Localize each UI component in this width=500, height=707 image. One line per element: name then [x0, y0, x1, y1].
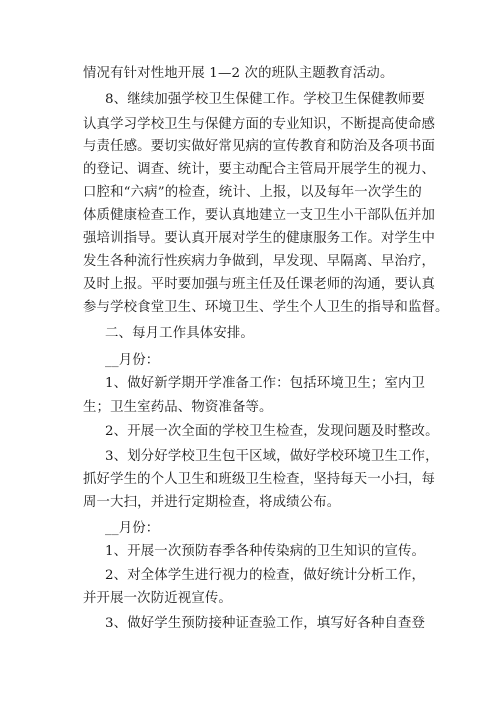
- paragraph-start-line: 8、继续加强学校卫生保健工作。学校卫生保健教师要: [105, 92, 426, 107]
- section-heading: 二、每月工作具体安排。: [105, 326, 254, 341]
- text-line: 强培训指导。要认真开展对学生的健康服务工作。对学生中: [83, 231, 436, 246]
- list-item: 2、对全体学生进行视力的检查，做好统计分析工作，: [105, 568, 426, 583]
- text-line: 参与学校食堂卫生、环境卫生、学生个人卫生的指导和监督。: [83, 300, 449, 315]
- month-heading: __月份：: [105, 353, 160, 368]
- list-item: 1、开展一次预防春季各种传染病的卫生知识的宣传。: [105, 544, 426, 559]
- list-item: 3、做好学生预防接种证查验工作，填写好各种自查登: [105, 616, 426, 631]
- text-line: 发生各种流行性疾病力争做到，早发现、早隔离、早治疗，: [83, 254, 436, 269]
- text-line: 与责任感。要切实做好常见病的宣传教育和防治及各项书面: [83, 139, 436, 154]
- text-line: 生；卫生室药品、物资准备等。: [83, 400, 273, 415]
- text-line: 情况有针对性地开展 1—2 次的班队主题教育活动。: [83, 66, 394, 81]
- list-item: 1、做好新学期开学准备工作：包括环境卫生；室内卫: [105, 376, 426, 391]
- text-line: 口腔和“六病”的检查，统计、上报，以及每年一次学生的: [83, 185, 422, 200]
- text-line: 并开展一次防近视宣传。: [83, 591, 232, 606]
- text-line: 认真学习学校卫生与保健方面的专业知识，不断提高使命感: [83, 117, 436, 132]
- text-line: 的登记、调查、统计，要主动配合主管局开展学生的视力、: [83, 162, 436, 177]
- text-line: 体质健康检查工作，要认真地建立一支卫生小干部队伍并加: [83, 208, 436, 223]
- text-line: 抓好学生的个人卫生和班级卫生检查，坚持每天一小扫，每: [83, 472, 436, 487]
- list-item: 2、开展一次全面的学校卫生检查，发现问题及时整改。: [105, 424, 439, 439]
- text-line: 及时上报。平时要加强与班主任及任课老师的沟通，要认真: [83, 277, 436, 292]
- list-item: 3、划分好学校卫生包干区域，做好学校环境卫生工作，: [105, 449, 439, 464]
- text-line: 周一大扫，并进行定期检查，将成绩公布。: [83, 495, 341, 510]
- month-heading: __月份：: [105, 521, 160, 536]
